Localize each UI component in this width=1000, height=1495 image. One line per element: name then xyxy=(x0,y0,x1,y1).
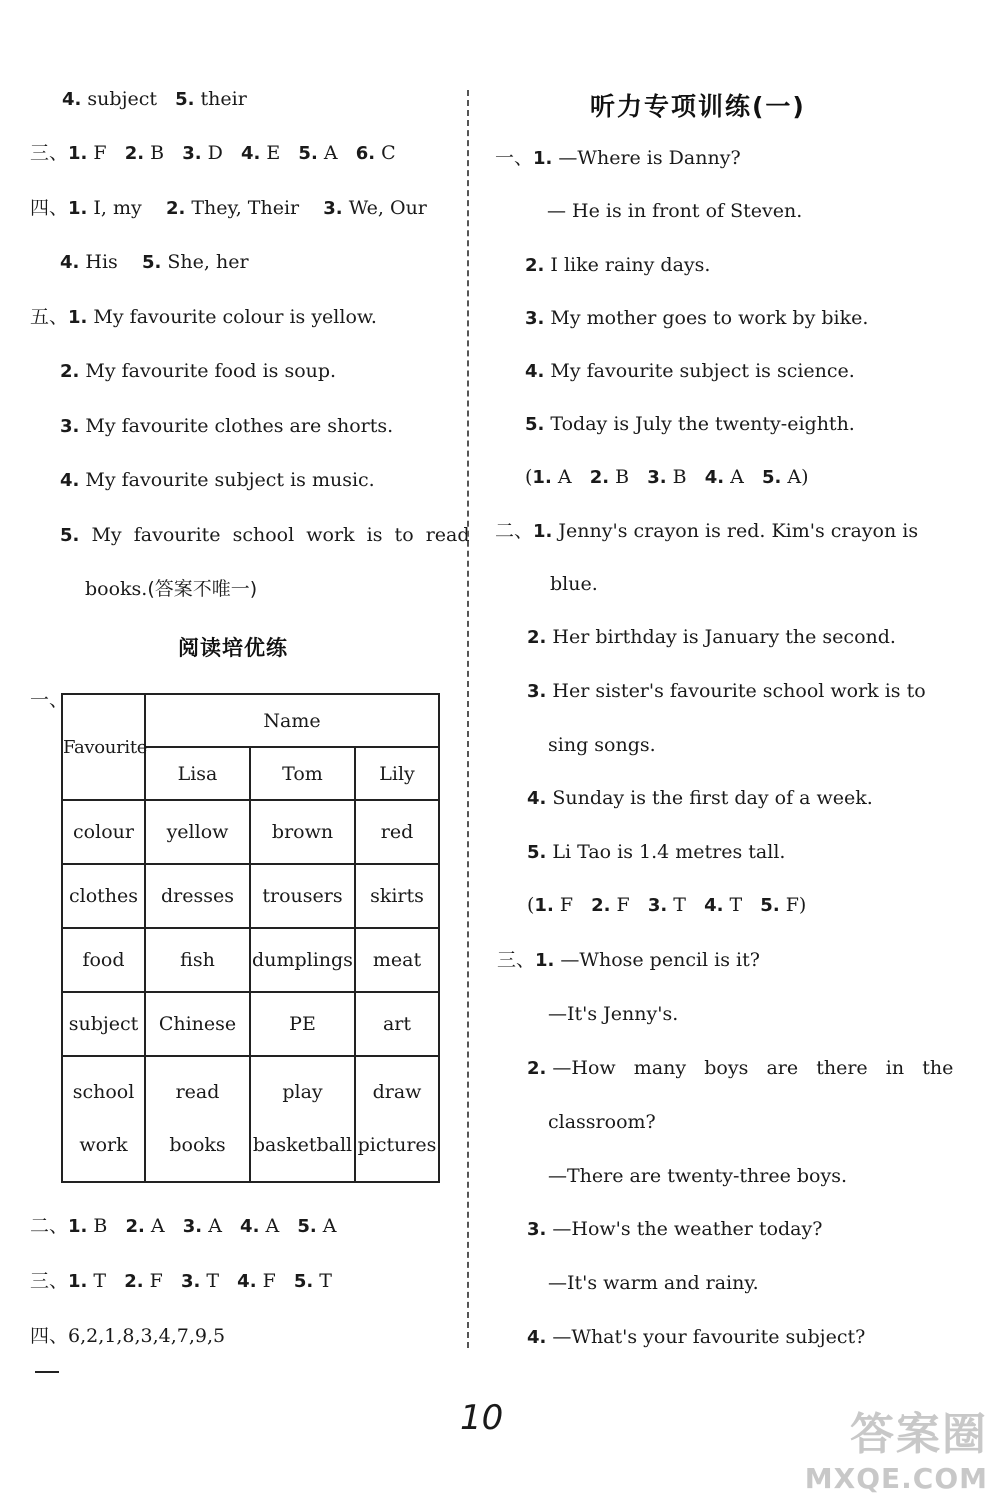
right-answer-line xyxy=(527,1325,865,1350)
item-number: 4. xyxy=(704,895,724,916)
answer-text: T xyxy=(87,1270,125,1292)
answer-text: A xyxy=(316,1215,337,1237)
answer-text: A xyxy=(144,1215,183,1237)
answer-text: She, her xyxy=(161,251,249,273)
section-marker: 四、 xyxy=(30,197,69,219)
answer-text: —Where is Danny? xyxy=(552,147,741,169)
item-number: 1. xyxy=(68,198,88,219)
watermark-url: MXQE.COM xyxy=(804,1462,988,1495)
table-cell xyxy=(250,1056,355,1182)
item-number: 3. xyxy=(527,1219,547,1240)
footer-rule xyxy=(35,1371,59,1373)
cell-text-line: draw xyxy=(372,1081,422,1103)
item-number: 5. xyxy=(293,1271,314,1292)
answer-text: Jenny's crayon is red. Kim's crayon is xyxy=(552,520,919,542)
table-row xyxy=(62,992,439,1056)
row-label-cell: colour xyxy=(62,800,145,864)
table-cell: red xyxy=(355,800,439,864)
answer-text: sing songs. xyxy=(548,734,656,756)
table-row xyxy=(62,928,439,992)
right-answer-line xyxy=(525,253,710,278)
table-cell: brown xyxy=(250,800,355,864)
answer-text: A xyxy=(259,1215,298,1237)
right-answer-line xyxy=(497,948,760,973)
answer-text: B xyxy=(87,1215,126,1237)
section-marker: (答案不唯一) xyxy=(147,578,258,600)
item-number: 4. xyxy=(60,470,80,491)
answer-text: F xyxy=(256,1270,294,1292)
cell-text-line: pictures xyxy=(357,1134,437,1156)
answer-text: B xyxy=(144,142,183,164)
right-answer-line xyxy=(525,412,855,437)
answer-text: A xyxy=(202,1215,241,1237)
section-marker: 四、 xyxy=(30,1325,69,1347)
table-cell: skirts xyxy=(355,864,439,928)
answer-text: —What's your favourite subject? xyxy=(546,1326,866,1348)
answer-text: A xyxy=(317,142,356,164)
item-number: 4. xyxy=(527,788,547,809)
cell-text-line: books xyxy=(169,1134,226,1156)
left-answer-line xyxy=(30,305,377,330)
answer-text: classroom? xyxy=(548,1111,656,1133)
answer-text: T xyxy=(313,1270,332,1292)
right-answer-line xyxy=(527,893,806,918)
answer-text: My favourite subject is science. xyxy=(544,360,855,382)
item-number: 3. xyxy=(647,895,668,916)
answer-text: T xyxy=(667,894,705,916)
item-number: 4. xyxy=(237,1271,257,1292)
item-number: 5. xyxy=(60,525,80,546)
right-answer-line xyxy=(548,733,656,757)
answer-text: T xyxy=(200,1270,238,1292)
answer-text: My mother goes to work by bike. xyxy=(544,307,869,329)
answer-text: Sunday is the first day of a week. xyxy=(546,787,873,809)
right-answer-line xyxy=(547,199,802,223)
answer-text: Her sister's favourite school work is to xyxy=(546,680,926,702)
cell-text-line: play xyxy=(282,1081,323,1103)
table-row xyxy=(62,864,439,928)
answer-text: A xyxy=(724,466,762,488)
section-marker: 三、 xyxy=(30,142,69,164)
answer-text: F xyxy=(87,142,125,164)
item-number: 2. xyxy=(165,198,186,219)
left-answer-line xyxy=(60,359,336,384)
item-number: 1. xyxy=(68,307,88,328)
page-number: 10 xyxy=(460,1398,504,1438)
item-number: 3. xyxy=(527,681,547,702)
answer-text: —It's warm and rainy. xyxy=(548,1272,759,1294)
answer-text: —It's Jenny's. xyxy=(548,1003,679,1025)
left-answer-line xyxy=(60,250,249,275)
row-label-cell: subject xyxy=(62,992,145,1056)
item-number: 1. xyxy=(535,950,555,971)
item-number: 5. xyxy=(298,143,318,164)
answer-text: T xyxy=(723,894,761,916)
table-cell: trousers xyxy=(250,864,355,928)
table-cell: PE xyxy=(250,992,355,1056)
item-number: 3. xyxy=(525,308,545,329)
table-row xyxy=(62,800,439,864)
item-number: 3. xyxy=(60,416,80,437)
row-label-cell: food xyxy=(62,928,145,992)
item-number: 5. xyxy=(761,467,782,488)
answer-text: their xyxy=(194,88,247,110)
left-answer-line xyxy=(62,87,247,112)
answer-text: I like rainy days. xyxy=(544,254,711,276)
item-number: 5. xyxy=(175,89,195,110)
answer-text: ( xyxy=(527,894,535,916)
item-number: 1. xyxy=(533,521,553,542)
left-answer-line xyxy=(60,468,375,493)
row-label-cell: clothes xyxy=(62,864,145,928)
answer-text: My favourite food is soup. xyxy=(79,360,337,382)
left-answer-line xyxy=(30,141,396,166)
right-answer-line xyxy=(527,786,873,811)
item-number: 1. xyxy=(533,148,553,169)
left-answer-line xyxy=(60,523,470,548)
answer-text: Her birthday is January the second. xyxy=(546,626,896,648)
item-number: 3. xyxy=(180,1271,201,1292)
answer-text: B xyxy=(609,466,648,488)
right-answer-line xyxy=(548,1271,759,1295)
column-divider xyxy=(467,90,469,1348)
answer-text: subject xyxy=(81,88,176,110)
item-number: 5. xyxy=(527,842,547,863)
right-answer-line xyxy=(527,840,785,865)
right-answer-line xyxy=(527,679,926,704)
answer-text: A xyxy=(551,466,590,488)
answer-text: D xyxy=(201,142,242,164)
answer-text: His xyxy=(79,251,142,273)
item-number: 4. xyxy=(241,143,261,164)
item-number: 5. xyxy=(297,1216,317,1237)
left-answer-line xyxy=(30,1214,336,1239)
right-answer-line xyxy=(527,1217,822,1242)
item-number: 1. xyxy=(532,467,552,488)
item-number: 3. xyxy=(182,143,202,164)
item-number: 2. xyxy=(527,627,547,648)
item-number: 2. xyxy=(124,1271,144,1292)
answer-text: I, my xyxy=(87,197,166,219)
left-answer-line xyxy=(30,1324,225,1348)
item-number: 2. xyxy=(124,143,145,164)
right-answer-line xyxy=(548,1164,847,1188)
table-cell: dresses xyxy=(145,864,250,928)
table-cell xyxy=(145,1056,250,1182)
cell-text-line: basketball xyxy=(252,1134,353,1156)
item-number: 4. xyxy=(704,467,725,488)
section-marker: 三、 xyxy=(497,949,536,971)
listening-section-heading: 听力专项训练(一) xyxy=(590,92,806,121)
item-number: 1. xyxy=(534,895,554,916)
section-marker: 二、 xyxy=(495,520,534,542)
cell-text-line: work xyxy=(79,1134,128,1156)
item-number: 6. xyxy=(355,143,376,164)
watermark-logo-text: 答案圈 xyxy=(850,1409,988,1460)
item-number: 5. xyxy=(141,252,162,273)
table-cell xyxy=(355,1056,439,1182)
answer-text: C xyxy=(375,142,396,164)
left-answer-line xyxy=(30,196,427,221)
right-answer-line xyxy=(495,146,741,171)
item-number: 2. xyxy=(125,1216,145,1237)
answer-text: My favourite colour is yellow. xyxy=(87,306,377,328)
table-corner-cell: Favourite xyxy=(62,694,145,800)
answer-text: F xyxy=(610,894,648,916)
answer-text: My favourite subject is music. xyxy=(79,469,375,491)
right-answer-line xyxy=(548,1002,678,1026)
item-number: 5. xyxy=(760,895,780,916)
item-number: 3. xyxy=(647,467,667,488)
right-answer-line xyxy=(527,625,896,650)
table-row xyxy=(62,1056,439,1182)
item-number: 4. xyxy=(527,1327,547,1348)
item-number: 2. xyxy=(525,255,545,276)
item-number: 5. xyxy=(525,414,545,435)
name-group-header: Name xyxy=(145,694,439,747)
answer-text: E xyxy=(260,142,299,164)
name-header-cell: Tom xyxy=(250,747,355,800)
favourite-table xyxy=(61,693,440,1183)
answer-text: ( xyxy=(525,466,533,488)
answer-text: —How many boys are there in the xyxy=(546,1057,954,1079)
right-answer-line xyxy=(495,519,918,544)
item-number: 4. xyxy=(525,361,545,382)
left-answer-line xyxy=(60,414,393,439)
row-label-cell xyxy=(62,1056,145,1182)
answer-text: F xyxy=(143,1270,181,1292)
right-answer-line xyxy=(527,1056,953,1081)
answer-text: books. xyxy=(85,578,148,600)
answer-text: blue. xyxy=(550,573,598,595)
item-number: 1. xyxy=(68,1216,88,1237)
left-answer-line xyxy=(85,577,257,601)
name-header-cell: Lisa xyxy=(145,747,250,800)
answer-text: — He is in front of Steven. xyxy=(547,200,803,222)
right-answer-line xyxy=(548,1110,656,1134)
right-answer-line xyxy=(525,306,868,331)
answer-text: F xyxy=(553,894,592,916)
answer-text: Today is July the twenty-eighth. xyxy=(544,413,855,435)
table-cell: meat xyxy=(355,928,439,992)
answer-text: They, Their xyxy=(185,197,324,219)
answer-text: —There are twenty-three boys. xyxy=(548,1165,847,1187)
item-number: 4. xyxy=(60,252,80,273)
answer-text: We, Our xyxy=(342,197,427,219)
section-marker: 一、 xyxy=(495,147,534,169)
item-number: 4. xyxy=(240,1216,260,1237)
table-cell: dumplings xyxy=(250,928,355,992)
table-cell: yellow xyxy=(145,800,250,864)
answer-text: Li Tao is 1.4 metres tall. xyxy=(546,841,786,863)
answer-text: B xyxy=(666,466,705,488)
item-number: 2. xyxy=(589,467,610,488)
answer-text: 6,2,1,8,3,4,7,9,5 xyxy=(68,1325,226,1347)
section-marker: 五、 xyxy=(30,306,69,328)
table-cell: art xyxy=(355,992,439,1056)
answer-text: My favourite school work is to read xyxy=(79,524,470,546)
answer-text: A) xyxy=(781,466,809,488)
site-watermark xyxy=(758,1398,988,1495)
item-number: 2. xyxy=(527,1058,547,1079)
item-number: 3. xyxy=(182,1216,203,1237)
answer-text: —Whose pencil is it? xyxy=(554,949,760,971)
table-section-marker: 一、 xyxy=(30,689,69,711)
section-marker: 二、 xyxy=(30,1215,69,1237)
answer-text: F) xyxy=(779,894,807,916)
answer-text: My favourite clothes are shorts. xyxy=(79,415,394,437)
table-cell: fish xyxy=(145,928,250,992)
name-header-cell: Lily xyxy=(355,747,439,800)
item-number: 1. xyxy=(68,143,88,164)
item-number: 2. xyxy=(591,895,611,916)
item-number: 2. xyxy=(60,361,80,382)
item-number: 1. xyxy=(68,1271,88,1292)
left-answer-line xyxy=(30,1269,332,1294)
table-cell: Chinese xyxy=(145,992,250,1056)
right-answer-line xyxy=(525,359,855,384)
reading-section-heading: 阅读培优练 xyxy=(178,636,288,660)
section-marker: 三、 xyxy=(30,1270,69,1292)
right-answer-line xyxy=(525,465,809,490)
cell-text-line: school xyxy=(72,1081,135,1103)
right-answer-line xyxy=(550,572,598,596)
item-number: 4. xyxy=(62,89,82,110)
item-number: 3. xyxy=(323,198,343,219)
cell-text-line: read xyxy=(175,1081,220,1103)
answer-text: —How's the weather today? xyxy=(546,1218,823,1240)
